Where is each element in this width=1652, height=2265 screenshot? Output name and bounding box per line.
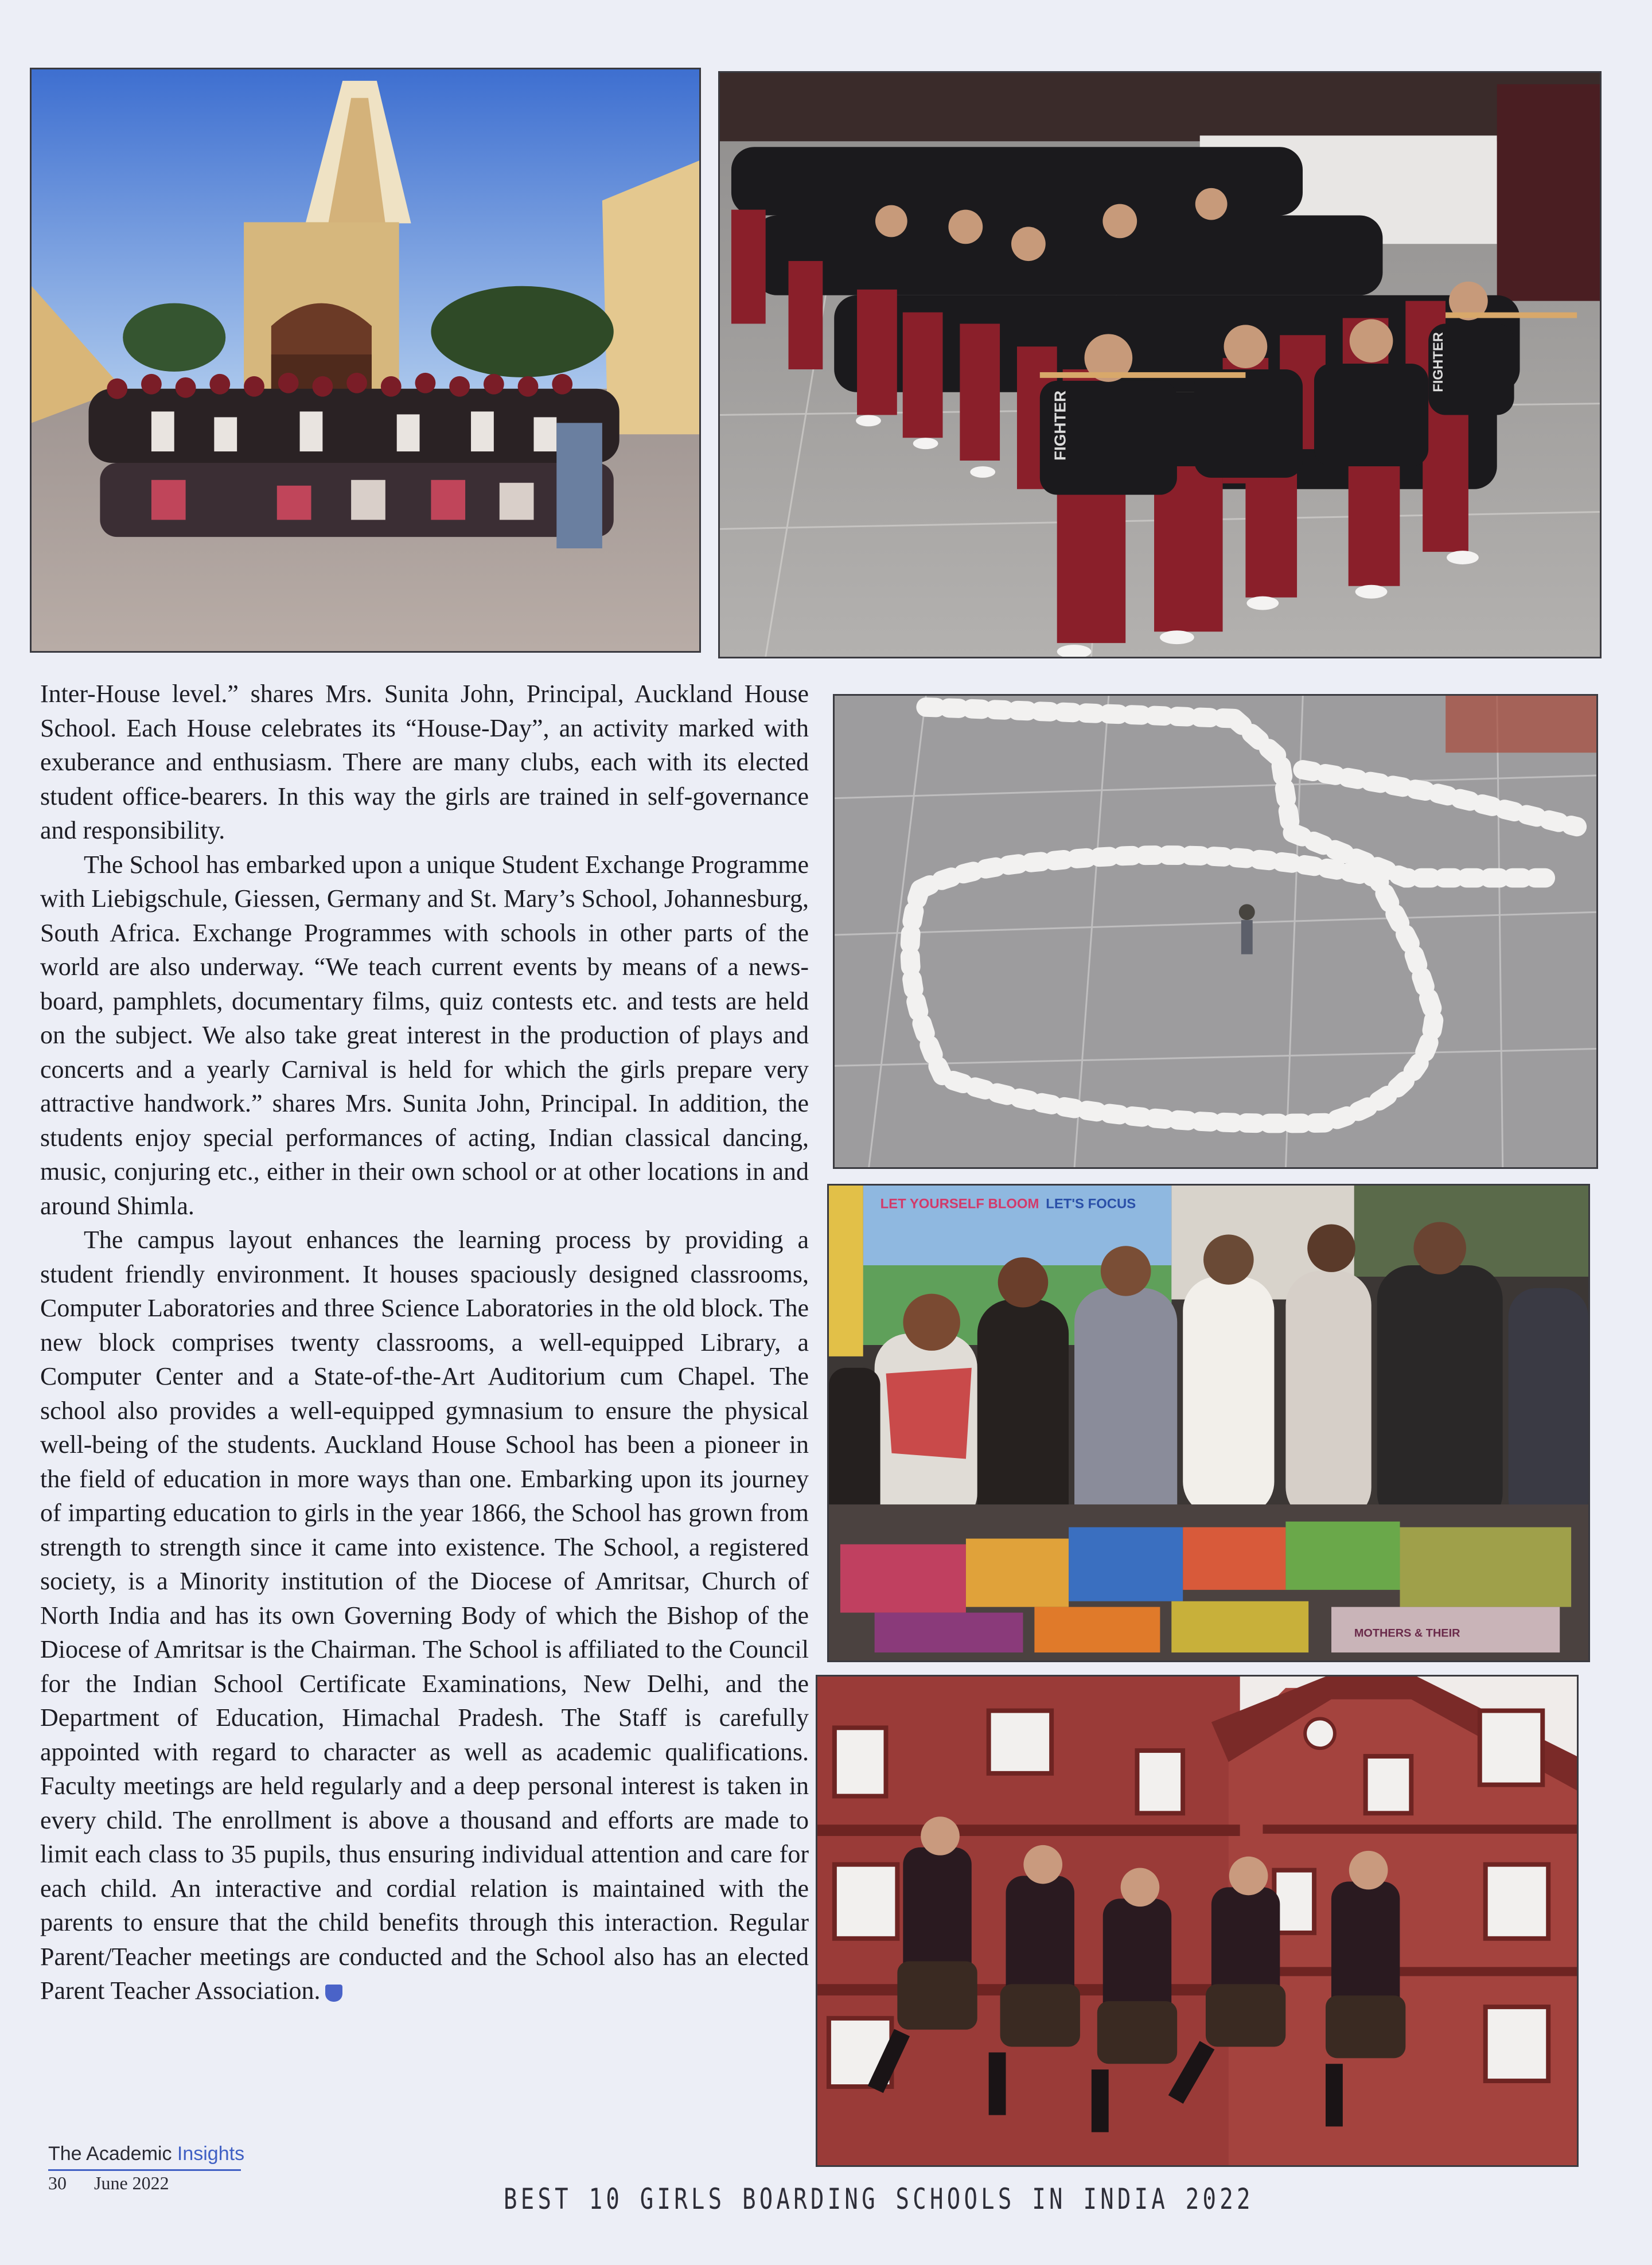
drill-shirt-print-2: FIGHTER bbox=[1431, 332, 1447, 392]
end-of-article-icon bbox=[325, 1985, 342, 2002]
drill-shirt-print: FIGHTER bbox=[1051, 390, 1069, 461]
page-number: 30 bbox=[48, 2173, 67, 2193]
article-body bbox=[40, 677, 809, 2008]
article-paragraph-3-text: The campus layout enhances the learning process by providing a student friendly environment. It houses spaciously designed classrooms, Computer Laboratories and three Science Laboratories in the old block. The new block comprises twenty classrooms, a well-equipped Library, a Computer Center and a State-of-the-Art Auditorium cum Chapel. The school also provides a well-equipped gymnasium to ensure the physical well-being of the students. Auckland House School has been a pioneer in the field of education in more ways than one. Embarking upon its journey of imparting education to girls in the year 1866, the School has grown from strength to strength since it came into existence. The School, a registered society, is a Minority institution of the Diocese of Amritsar, Church of North India and has its own Governing Body of which the Bishop of the Diocese of Amritsar is the Chairman. The School is affiliated to the Council for the Indian School Certificate Examinations, New Delhi, and the Department of Education, Himachal Pradesh. The Staff is carefully appointed with regard to character as well as academic qualifications. Faculty meetings are held regularly and a deep personal interest is taken in every child. The enrollment is above a thousand and efforts are made to limit each class to 35 pupils, thus ensuring individual attention and care for each child. An interactive and cordial relation is maintained with the parents to ensure that the child benefits through this interaction. Regular Parent/Teacher meetings are conducted and the School also has an elected Parent Teacher Association. bbox=[40, 1226, 809, 2005]
brand-prefix: The Academic bbox=[48, 2143, 177, 2165]
article-paragraph-2: The School has embarked upon a unique Student Exchange Programme with Liebigschule, Giessen, Germany and St. Mary’s School, Johannesburg, South Africa. Exchange Programmes with schools in other parts of the world are also underway. “We teach current events by means of a news-board, pamphlets, documentary films, quiz contests etc. and tests are held on the subject. We also take great interest in the production of plays and concerts and a yearly Carnival is held for which the girls prepare very attractive handwork.” shares Mrs. Sunita John, Principal. In addition, the students enjoy special performances of acting, Indian classical dancing, music, conjuring etc., either in their own school or at other locations in and around Shimla. bbox=[40, 850, 809, 1220]
article-paragraph-3 bbox=[40, 1223, 809, 2008]
footer-divider bbox=[48, 2169, 241, 2171]
photo-students-jumping bbox=[816, 1675, 1579, 2167]
photo-drill-performance bbox=[718, 71, 1602, 658]
photo-craft-exhibition bbox=[827, 1184, 1590, 1662]
running-title: BEST 10 GIRLS BOARDING SCHOOLS IN INDIA 2022 bbox=[504, 2182, 1254, 2216]
photo-observatory-group bbox=[30, 68, 701, 653]
photo-students-formation bbox=[833, 694, 1598, 1169]
exhibition-sign: MOTHERS & THEIR bbox=[1354, 1627, 1460, 1640]
exhibition-banner-left: LET YOURSELF BLOOM bbox=[880, 1196, 1039, 1212]
article-paragraph-1: Inter-House level.” shares Mrs. Sunita John, Principal, Auckland House School. Each House celebrates its “House-Day”, an activity marked with exuberance and enthusiasm. There are many clubs, each with its elected student office-bearers. In this way the girls are trained in self-governance and responsibility. bbox=[40, 680, 809, 844]
magazine-brand bbox=[48, 2143, 244, 2165]
exhibition-banner-right: LET'S FOCUS bbox=[1046, 1196, 1136, 1212]
brand-accent: Insights bbox=[177, 2143, 245, 2165]
issue-date: June 2022 bbox=[94, 2173, 169, 2193]
